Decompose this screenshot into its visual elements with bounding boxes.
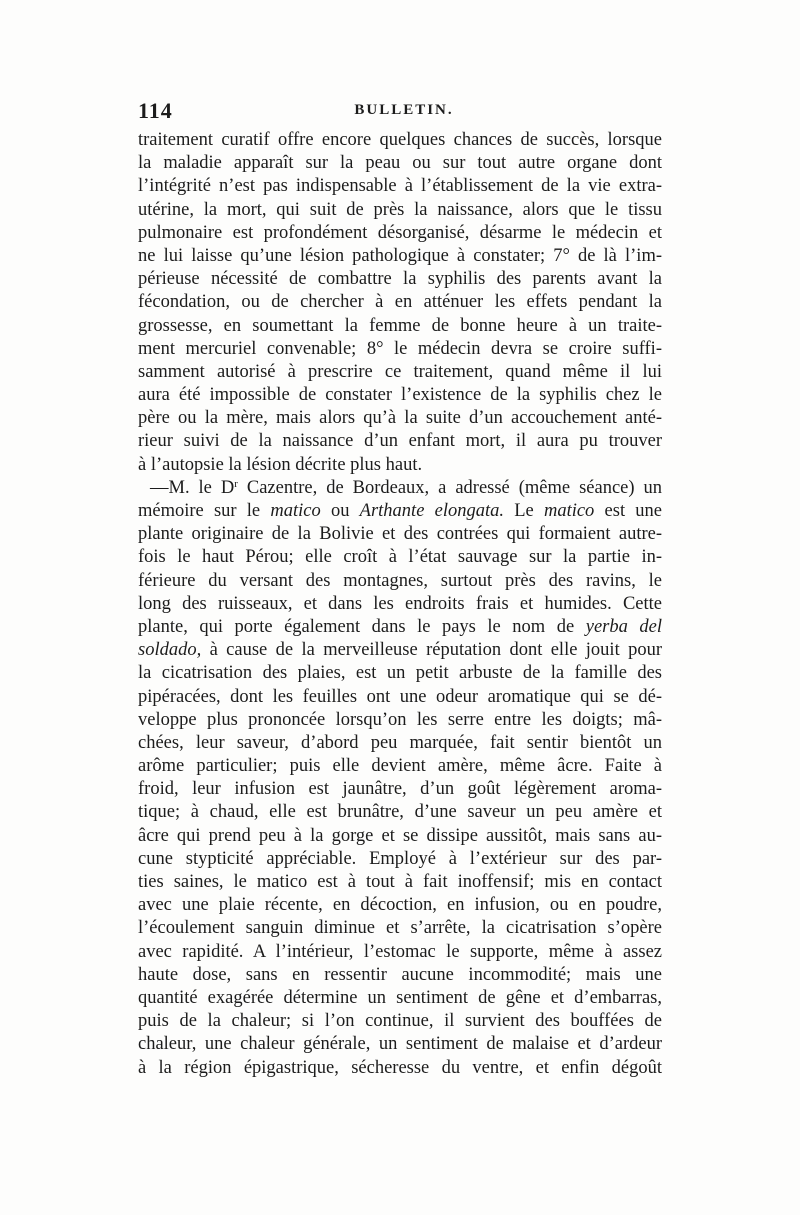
text-line: utérine, la mort, qui suit de près la naissance, alors que le tissu [138, 199, 662, 220]
text-line [138, 477, 662, 500]
text-line: plante originaire de la Bolivie et des contrées qui formaient autre- [138, 524, 662, 545]
text-line: veloppe plus prononcée lorsqu’on les serre entre les doigts; mâ- [138, 709, 662, 730]
italic-term: yerba del [585, 616, 662, 637]
text-line: ties saines, le matico est à tout à fait inoffensif; mis en contact [138, 872, 662, 892]
text-run: à cause de la merveilleuse réputation dont elle jouit pour [201, 640, 662, 661]
text-line: long des ruisseaux, et dans les endroits frais et humides. Cette [138, 593, 662, 614]
text-line: tique; à chaud, elle est brunâtre, d’une saveur un peu amère et [138, 802, 662, 823]
text-run: ou [320, 501, 360, 521]
body-text [138, 129, 662, 1080]
text-run: Cazentre, de Bordeaux, a adressé (même séance) un [237, 477, 662, 498]
text-line: à l’autopsie la lésion décrite plus haut. [138, 454, 423, 475]
text-line: chées, leur saveur, d’abord peu marquée, fait sentir bientôt un [138, 732, 662, 753]
text-line: puis de la chaleur; si l’on continue, il survient des bouffées de [138, 1011, 662, 1032]
text-line: avec rapidité. A l’intérieur, l’estomac le supporte, même à assez [138, 941, 662, 962]
text-line: ne lui laisse qu’une lésion pathologique à constater; 7° de là l’im- [138, 245, 662, 266]
italic-term: Arthante elongata. [359, 501, 504, 521]
text-line: férieure du versant des montagnes, surtout près des ravins, le [138, 570, 662, 591]
text-line: samment autorisé à prescrire ce traitement, quand même il lui [138, 361, 662, 382]
superscript: r [234, 477, 238, 490]
text-line: âcre qui prend peu à la gorge et se dissipe aussitôt, mais sans au- [138, 825, 662, 846]
text-line: la maladie apparaît sur la peau ou sur tout autre organe dont [138, 153, 662, 174]
text-line: l’intégrité n’est pas indispensable à l’établissement de la vie extra- [138, 176, 662, 197]
text-line: pulmonaire est profondément désorganisé, désarme le médecin et [138, 222, 662, 243]
italic-term: matico [270, 501, 321, 521]
text-line: haute dose, sans en ressentir aucune incommodité; mais une [138, 964, 662, 985]
text-run: —M. le D [150, 477, 235, 498]
running-title: BULLETIN. [354, 102, 454, 118]
text-line [138, 500, 662, 523]
text-line: quantité exagérée détermine un sentiment de gêne et d’embarras, [138, 987, 662, 1008]
text-line: à la région épigastrique, sécheresse du ventre, et enfin dégoût [138, 1057, 662, 1078]
page-number: 114 [138, 98, 173, 123]
text-line: l’écoulement sanguin diminue et s’arrête, la cicatrisation s’opère [138, 918, 662, 939]
running-head [138, 98, 662, 126]
text-run: est une [594, 501, 662, 521]
text-line: froid, leur infusion est jaunâtre, d’un goût légèrement aroma- [138, 779, 662, 800]
text-line: avec une plaie récente, en décoction, en infusion, ou en poudre, [138, 895, 662, 916]
text-line: traitement curatif offre encore quelques chances de succès, lorsque [138, 130, 662, 150]
text-line: fois le haut Pérou; elle croît à l’état sauvage sur la partie in- [138, 547, 662, 568]
text-line: arôme particulier; puis elle devient amère, même âcre. Faite à [138, 756, 662, 777]
text-line: chaleur, une chaleur générale, un sentiment de malaise et d’ardeur [138, 1034, 662, 1055]
text-run: mémoire sur le [138, 501, 271, 521]
text-line [138, 616, 662, 639]
text-line [138, 639, 662, 662]
italic-term: matico [543, 501, 595, 521]
text-line: cune stypticité appréciable. Employé à l’extérieur sur des par- [138, 848, 662, 869]
text-line: pipéracées, dont les feuilles ont une odeur aromatique qui se dé- [138, 686, 662, 707]
text-line: ment mercuriel convenable; 8° le médecin devra se croire suffi- [138, 338, 662, 359]
text-line: fécondation, ou de chercher à en atténuer les effets pendant la [138, 292, 662, 313]
italic-term: soldado, [138, 640, 202, 661]
text-line: la cicatrisation des plaies, est un petit arbuste de la famille des [138, 663, 662, 684]
text-run: plante, qui porte également dans le pays le nom de [138, 616, 586, 637]
text-line: aura été impossible de constater l’existence de la syphilis chez le [138, 385, 662, 406]
text-line: père ou la mère, mais alors qu’à la suite d’un accouchement anté- [138, 408, 662, 429]
text-line: rieur suivi de la naissance d’un enfant mort, il aura pu trouver [138, 431, 662, 452]
text-line: périeuse nécessité de combattre la syphilis des parents avant la [138, 269, 662, 290]
text-line: grossesse, en soumettant la femme de bonne heure à un traite- [138, 315, 662, 336]
text-run: Le [504, 501, 544, 521]
